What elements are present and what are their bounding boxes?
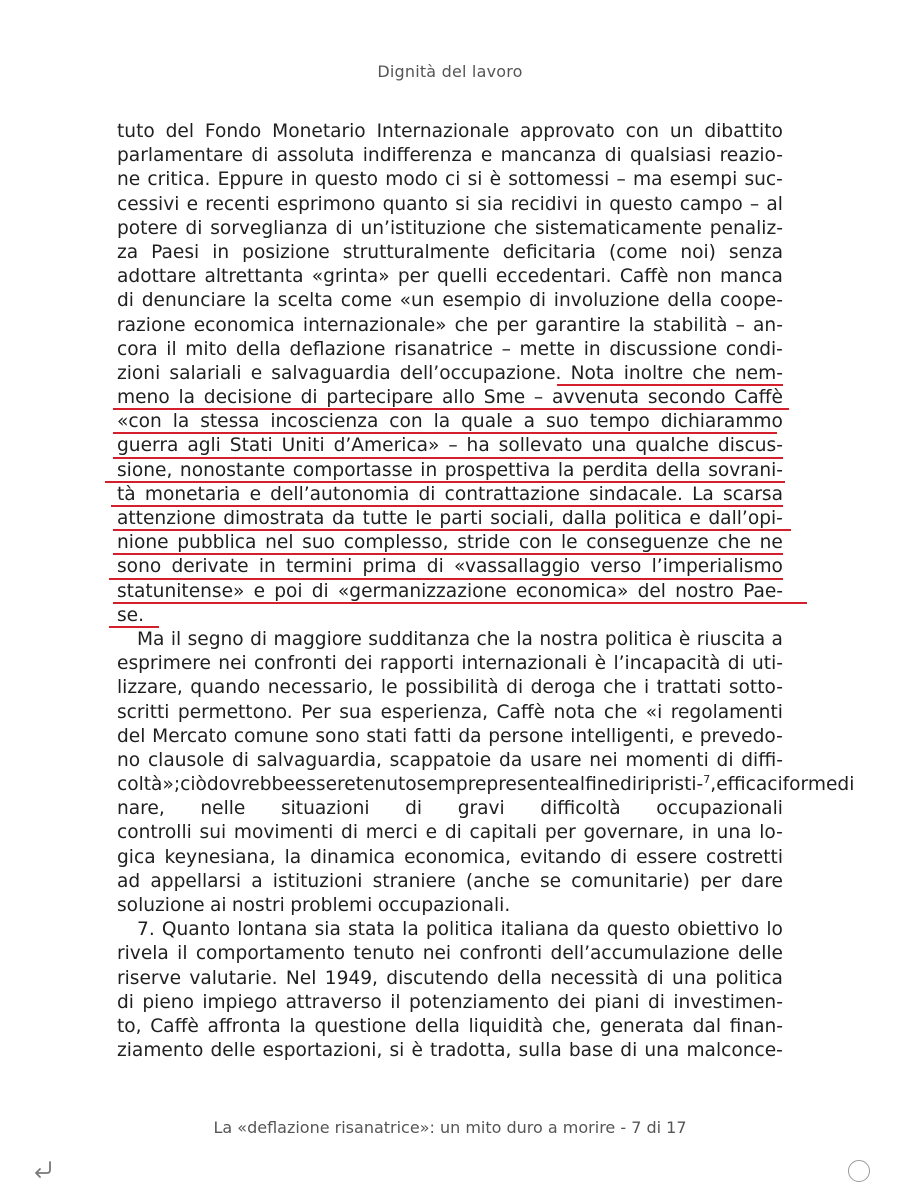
- text-line: ne critica. Eppure in questo modo ci si è sottomessi – ma esempi suc-: [117, 169, 783, 191]
- red-underline-mark: [113, 553, 783, 555]
- red-underline-mark: [113, 529, 791, 531]
- red-underline-mark: [113, 602, 807, 604]
- red-underline-mark: [111, 505, 783, 507]
- running-title: Dignità del lavoro: [377, 62, 523, 81]
- text-line: lizzare, quando necessario, le possibilità di deroga che i trattati sotto-: [117, 677, 783, 699]
- red-underline-mark: [113, 432, 777, 434]
- text-line: riserve valutarie. Nel 1949, discutendo della necessità di una politica: [117, 967, 783, 989]
- text-line: soluzione ai nostri problemi occupazionali.: [117, 895, 511, 916]
- text-line: del Mercato comune sono stati fatti da persone intelligenti, e prevedo-: [117, 725, 783, 747]
- text-line: ad appellarsi a istituzioni straniere (anche se comunitarie) per dare: [117, 870, 783, 892]
- text-line: cora il mito della deflazione risanatrice – mette in discussione condi-: [117, 338, 783, 360]
- red-underline-mark: [113, 408, 789, 410]
- text-line: nione pubblica nel suo complesso, stride con le conseguenze che ne: [117, 532, 783, 554]
- text-line: coltà»; ciò dovrebbe essere tenuto sempre presente al fine di ripristi-$^7$, efficaci forme di: [117, 773, 855, 796]
- text-line: sione, nonostante comportasse in prospettiva la perdita della sovrani-: [117, 459, 783, 481]
- page-footer: La «deflazione risanatrice»: un mito duro a morire - 7 di 17: [213, 1118, 687, 1137]
- text-line: statunitense» e poi di «germanizzazione economica» del nostro Pae-: [117, 580, 783, 602]
- text-line: parlamentare di assoluta indifferenza e mancanza di qualsiasi reazio-: [117, 145, 783, 167]
- red-underline-mark: [109, 578, 783, 580]
- text-line: nare, nelle situazioni di gravi difficoltà occupazionali: [117, 798, 783, 820]
- page-body: [117, 120, 855, 1063]
- circle-icon[interactable]: [848, 1160, 870, 1182]
- footnote-reference[interactable]: 7: [703, 773, 711, 787]
- text-line: zioni salariali e salvaguardia dell’occupazione. Nota inoltre che nem-: [117, 362, 783, 384]
- text-line: di pieno impiego attraverso il potenziamento dei piani di investimen-: [117, 991, 783, 1013]
- text-line: potere di sorveglianza di un’istituzione che sistematicamente penaliz-: [117, 217, 783, 239]
- text-line: Ma il segno di maggiore sudditanza che la nostra politica è riuscita a: [137, 628, 783, 650]
- text-line: tà monetaria e dell’autonomia di contrattazione sindacale. La scarsa: [117, 483, 783, 505]
- back-arrow-icon[interactable]: [30, 1156, 56, 1182]
- text-line: guerra agli Stati Uniti d’America» – ha sollevato una qualche discus-: [117, 435, 783, 457]
- text-line: razione economica internazionale» che per garantire la stabilità – an-: [117, 314, 783, 336]
- text-line: se.: [117, 604, 145, 626]
- text-line: sono derivate in termini prima di «vassallaggio verso l’imperialismo: [117, 556, 783, 578]
- text-line: esprimere nei confronti dei rapporti internazionali è l’incapacità di uti-: [117, 653, 783, 675]
- text-line: gica keynesiana, la dinamica economica, evitando di essere costretti: [117, 846, 783, 868]
- text-line: rivela il comportamento tenuto nei confronti dell’accumulazione delle: [117, 943, 783, 965]
- red-underline-mark: [105, 481, 785, 483]
- text-line: controlli sui movimenti di merci e di capitali per governare, in una lo-: [117, 822, 783, 844]
- text-line: cessivi e recenti esprimono quanto si sia recidivi in questo campo – al: [117, 193, 783, 215]
- text-line: 7. Quanto lontana sia stata la politica italiana da questo obiettivo lo: [137, 919, 783, 941]
- text-line: no clausole di salvaguardia, scappatoie da usare nei momenti di diffi-: [117, 749, 783, 771]
- red-underline-mark: [109, 626, 159, 628]
- text-line: meno la decisione di partecipare allo Sme – avvenuta secondo Caffè: [117, 387, 783, 409]
- text-line: attenzione dimostrata da tutte le parti sociali, dalla politica e dall’opi-: [117, 508, 783, 529]
- red-underline-mark: [113, 457, 783, 459]
- text-line: di denunciare la scelta come «un esempio di involuzione della coope-: [117, 290, 783, 312]
- text-line: tuto del Fondo Monetario Internazionale approvato con un dibattito: [117, 121, 783, 142]
- text-line: scritti permettono. Per sua esperienza, Caffè nota che «i regolamenti: [117, 701, 783, 723]
- text-line: adottare altrettanta «grinta» per quelli eccedentari. Caffè non manca: [117, 266, 783, 288]
- text-line: to, Caffè affronta la questione della liquidità che, generata dal finan-: [117, 1015, 783, 1037]
- text-line: za Paesi in posizione strutturalmente deficitaria (come noi) senza: [117, 241, 783, 263]
- text-line: «con la stessa incoscienza con la quale a suo tempo dichiarammo: [117, 411, 783, 433]
- red-underline-mark: [557, 384, 783, 386]
- text-line: ziamento delle esportazioni, si è tradotta, sulla base di una malconce-: [117, 1040, 783, 1062]
